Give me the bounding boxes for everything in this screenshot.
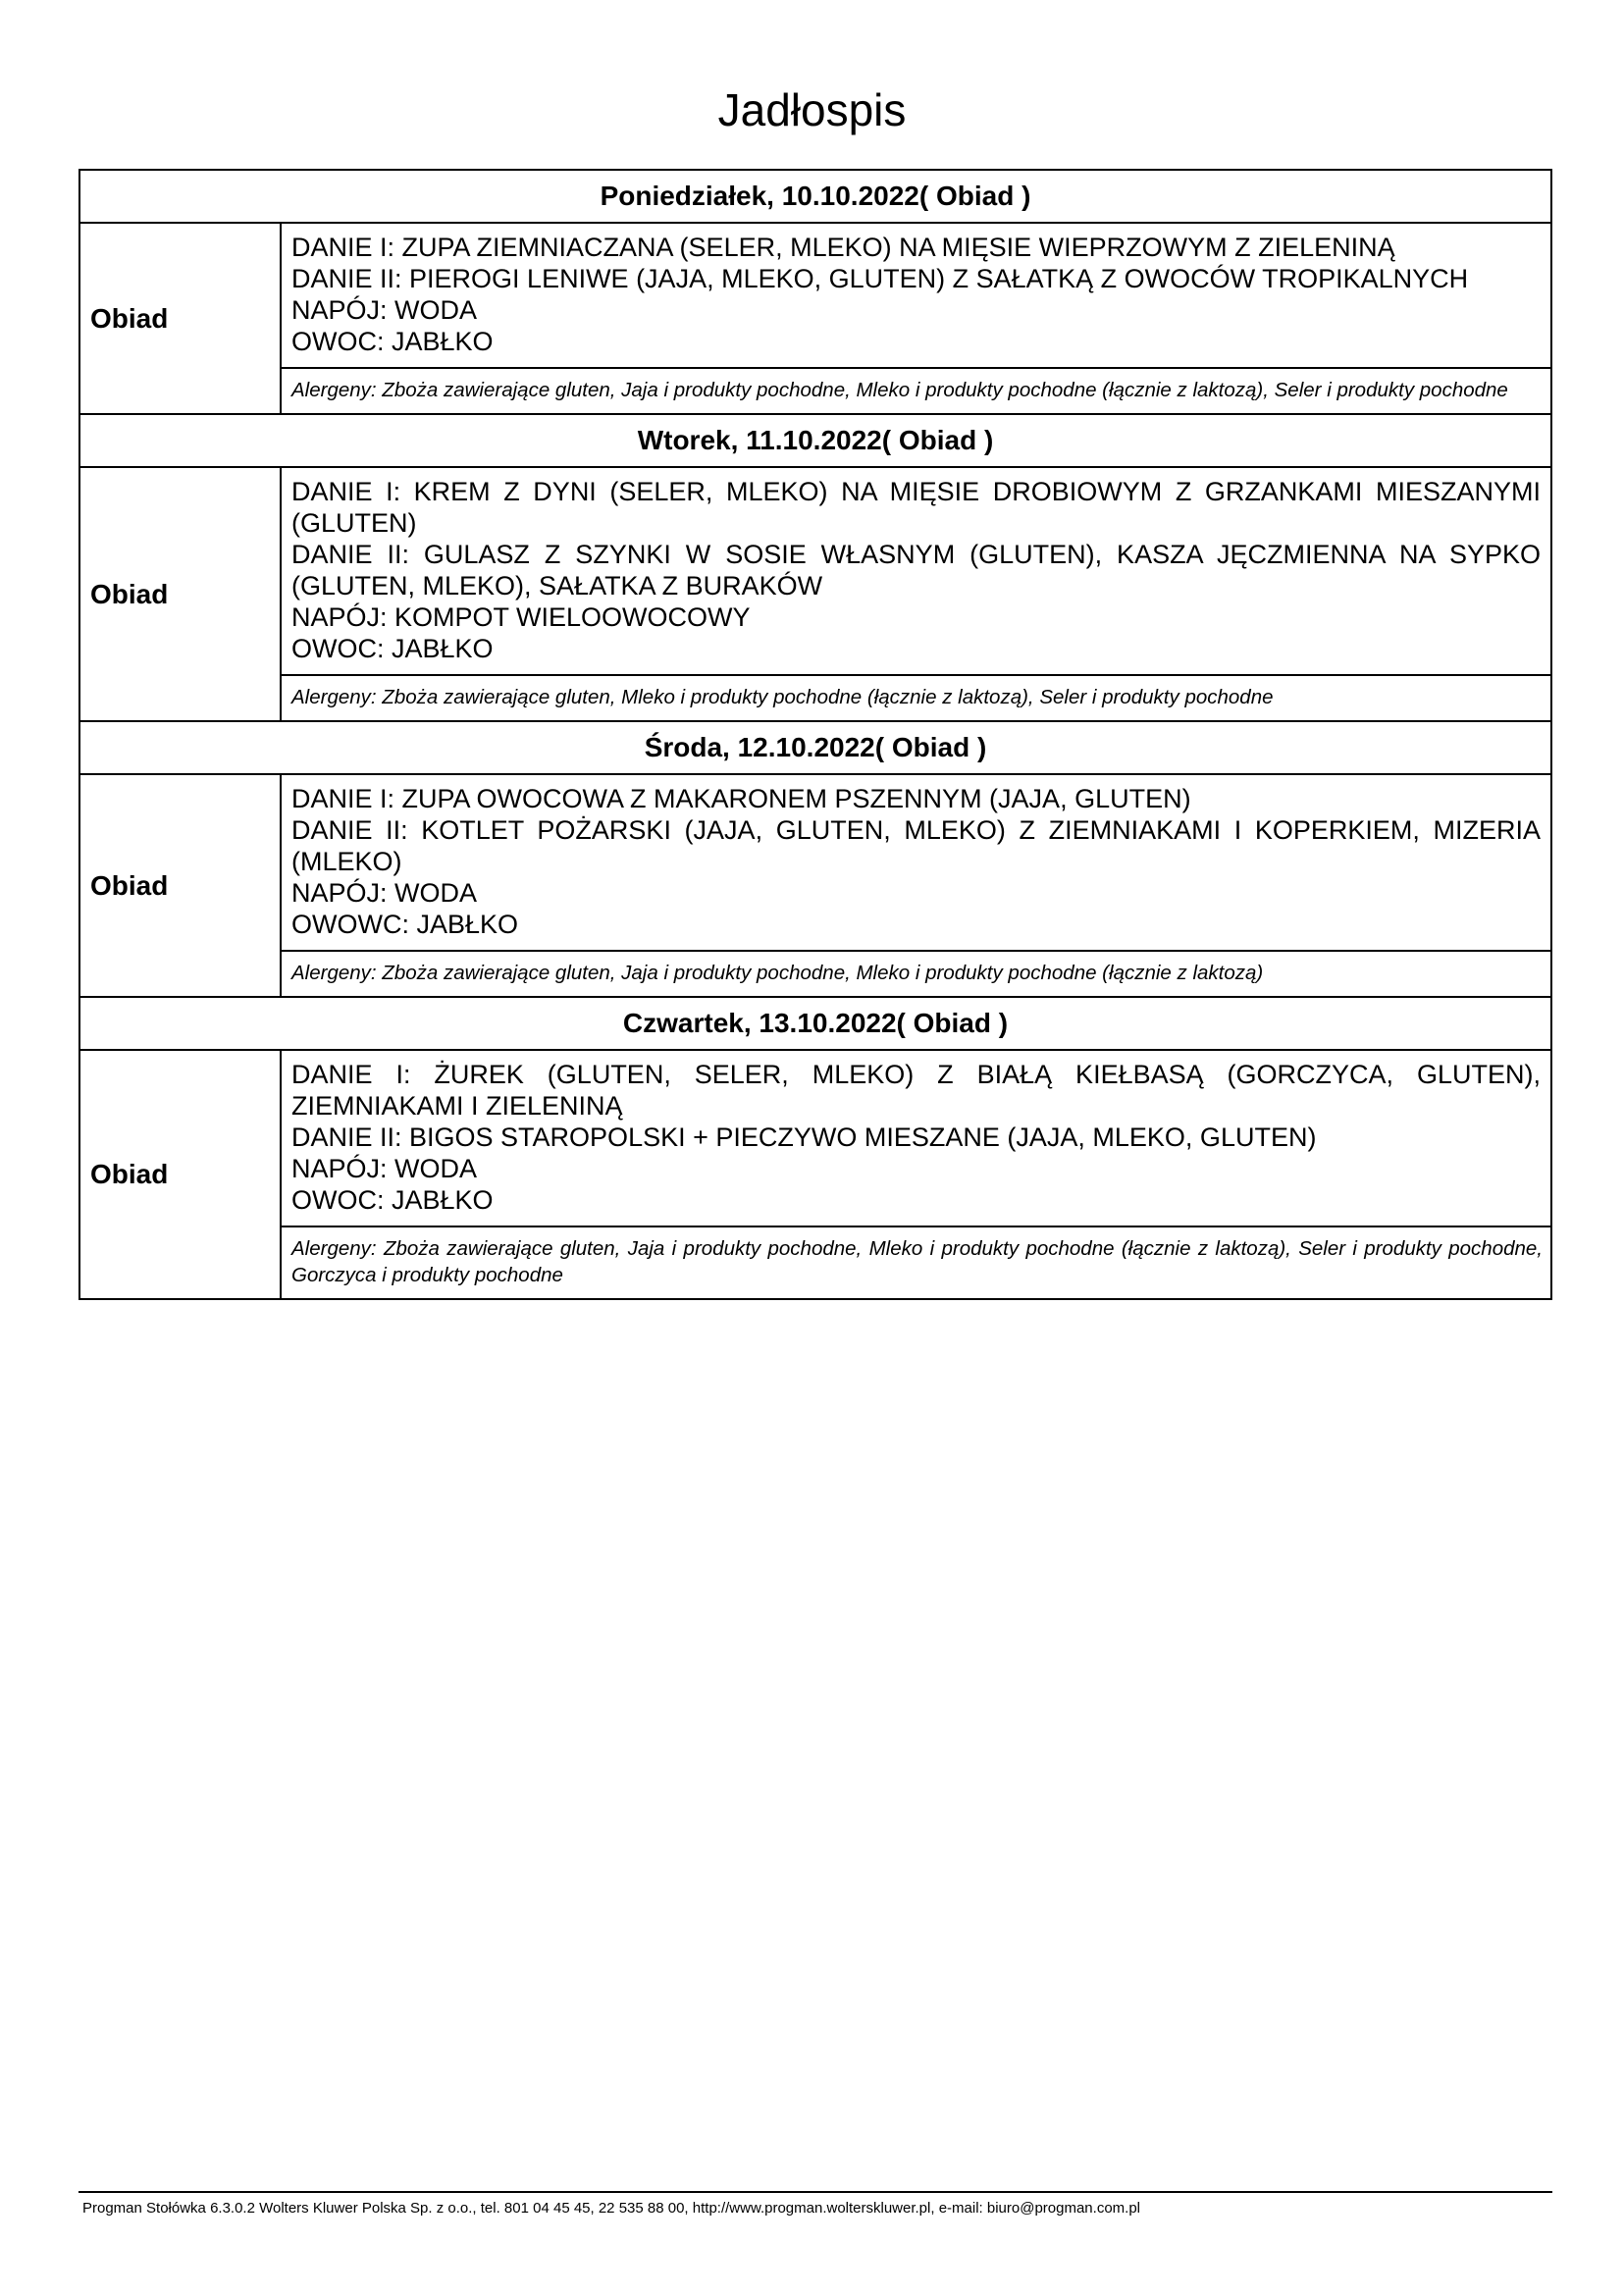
meal-row — [79, 467, 1551, 721]
day-header-row — [79, 170, 1551, 223]
meal-label: Obiad — [79, 1050, 281, 1299]
footer-divider — [79, 2191, 1552, 2193]
dish-line: OWOC: JABŁKO — [291, 1185, 494, 1215]
allergens-note: Alergeny: Zboża zawierające gluten, Jaja i produkty pochodne, Mleko i produkty pochodne (łącznie z laktozą), Seler i produkty pochodne, Gorczyca i produkty pochodne — [282, 1226, 1550, 1298]
meal-row — [79, 774, 1551, 997]
dish-line: NAPÓJ: WODA — [291, 295, 478, 325]
dish-line: DANIE I: ŻUREK (GLUTEN, SELER, MLEKO) Z BIAŁĄ KIEŁBASĄ (GORCZYCA, GLUTEN), ZIEMNIAKAMI I ZIELENINĄ — [291, 1060, 1541, 1121]
meal-label: Obiad — [79, 774, 281, 997]
dish-line: DANIE I: KREM Z DYNI (SELER, MLEKO) NA MIĘSIE DROBIOWYM Z GRZANKAMI MIESZANYMI (GLUTEN) — [291, 477, 1541, 538]
meal-label: Obiad — [79, 467, 281, 721]
day-header: Wtorek, 11.10.2022( Obiad ) — [79, 414, 1551, 467]
meal-content — [281, 467, 1551, 721]
day-header: Czwartek, 13.10.2022( Obiad ) — [79, 997, 1551, 1050]
dish-line: OWOC: JABŁKO — [291, 634, 494, 663]
dish-line: DANIE II: KOTLET POŻARSKI (JAJA, GLUTEN, MLEKO) Z ZIEMNIAKAMI I KOPERKIEM, MIZERIA (MLEKO) — [291, 815, 1541, 876]
meal-content — [281, 223, 1551, 414]
dish-line: DANIE II: GULASZ Z SZYNKI W SOSIE WŁASNYM (GLUTEN), KASZA JĘCZMIENNA NA SYPKO (GLUTEN, MLEKO), SAŁATKA Z BURAKÓW — [291, 540, 1541, 600]
meal-label: Obiad — [79, 223, 281, 414]
dish-line: DANIE I: ZUPA ZIEMNIACZANA (SELER, MLEKO) NA MIĘSIE WIEPRZOWYM Z ZIELENINĄ — [291, 233, 1395, 262]
dish-list — [282, 468, 1550, 674]
allergens-note: Alergeny: Zboża zawierające gluten, Jaja i produkty pochodne, Mleko i produkty pochodne (łącznie z laktozą) — [282, 950, 1550, 996]
meal-content — [281, 1050, 1551, 1299]
page-title: Jadłospis — [717, 84, 907, 135]
dish-line: NAPÓJ: KOMPOT WIELOOWOCOWY — [291, 602, 751, 632]
dish-line: DANIE II: BIGOS STAROPOLSKI + PIECZYWO MIESZANE (JAJA, MLEKO, GLUTEN) — [291, 1122, 1317, 1152]
footer-text: Progman Stołówka 6.3.0.2 Wolters Kluwer Polska Sp. z o.o., tel. 801 04 45 45, 22 535 88 00, http://www.progman.wolterskluwer.pl, e-mail: biuro@progman.com.pl — [82, 2200, 1141, 2217]
dish-line: NAPÓJ: WODA — [291, 878, 478, 908]
dish-list — [282, 775, 1550, 950]
meal-row — [79, 1050, 1551, 1299]
dish-list — [282, 1051, 1550, 1226]
day-header: Środa, 12.10.2022( Obiad ) — [79, 721, 1551, 774]
dish-list — [282, 224, 1550, 367]
dish-line: OWOWC: JABŁKO — [291, 910, 519, 939]
allergens-note: Alergeny: Zboża zawierające gluten, Jaja i produkty pochodne, Mleko i produkty pochodne (łącznie z laktozą), Seler i produkty pochodne — [282, 367, 1550, 413]
menu-table — [79, 169, 1552, 1300]
day-header-row — [79, 721, 1551, 774]
meal-content — [281, 774, 1551, 997]
dish-line: OWOC: JABŁKO — [291, 327, 494, 356]
dish-line: NAPÓJ: WODA — [291, 1154, 478, 1183]
meal-row — [79, 223, 1551, 414]
day-header-row — [79, 997, 1551, 1050]
allergens-note: Alergeny: Zboża zawierające gluten, Mleko i produkty pochodne (łącznie z laktozą), Seler i produkty pochodne — [282, 674, 1550, 720]
dish-line: DANIE II: PIEROGI LENIWE (JAJA, MLEKO, GLUTEN) Z SAŁATKĄ Z OWOCÓW TROPIKALNYCH — [291, 264, 1469, 293]
day-header: Poniedziałek, 10.10.2022( Obiad ) — [79, 170, 1551, 223]
dish-line: DANIE I: ZUPA OWOCOWA Z MAKARONEM PSZENNYM (JAJA, GLUTEN) — [291, 784, 1191, 813]
day-header-row — [79, 414, 1551, 467]
